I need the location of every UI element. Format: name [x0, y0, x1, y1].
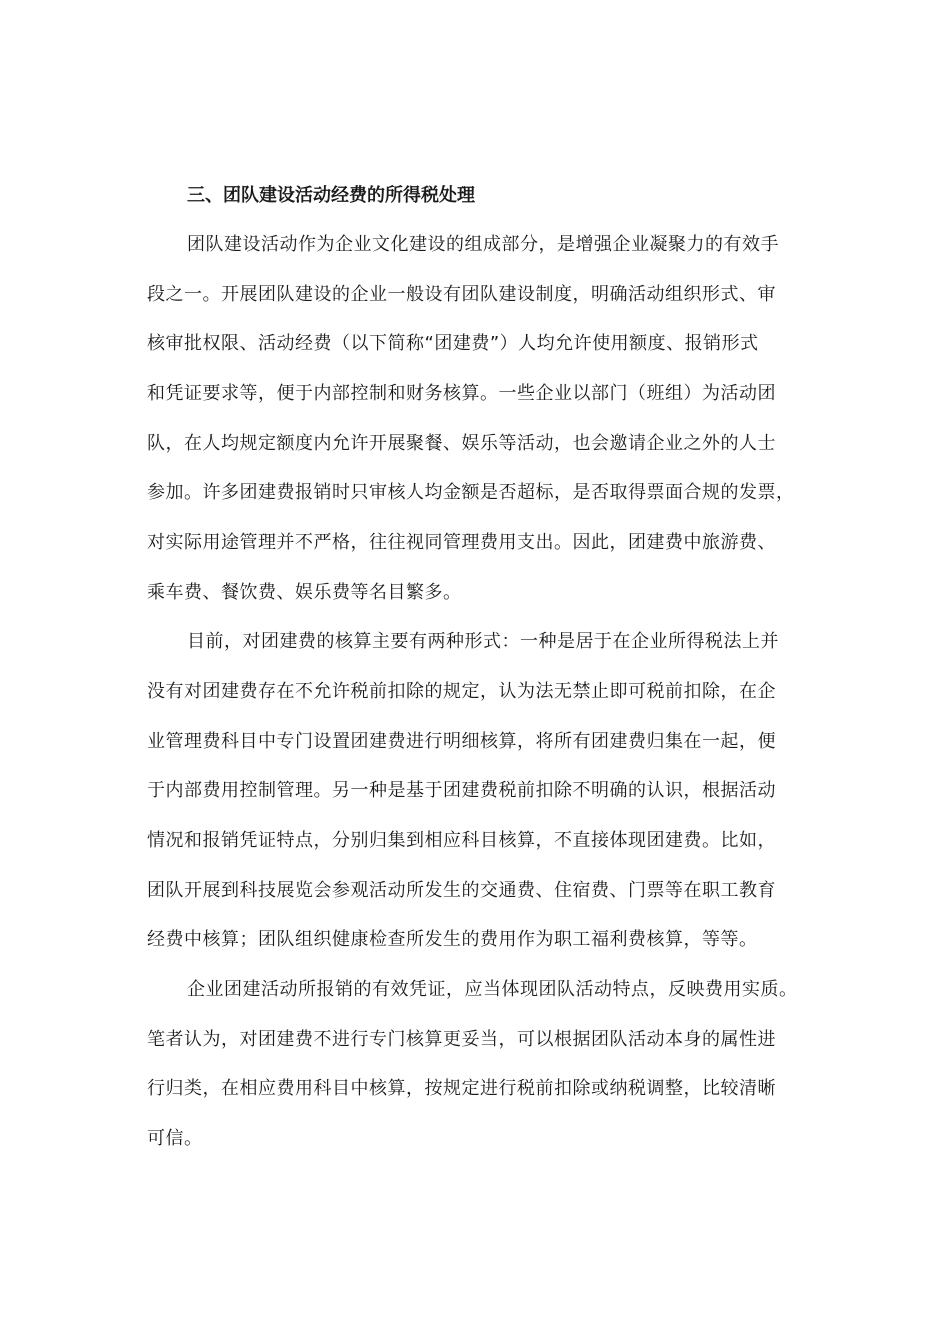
paragraph-1-line-5: 队，在人均规定额度内允许开展聚餐、娱乐等活动，也会邀请企业之外的人士: [147, 433, 776, 454]
paragraph-2-line-5: 情况和报销凭证特点，分别归集到相应科目核算，不直接体现团建费。比如，: [147, 830, 776, 851]
paragraph-1-line-3: 核审批权限、活动经费（以下简称“团建费”）人均允许使用额度、报销形式: [147, 333, 759, 354]
paragraph-2-line-4: 于内部费用控制管理。另一种是基于团建费税前扣除不明确的认识，根据活动: [147, 780, 776, 801]
paragraph-2-line-6: 团队开展到科技展览会参观活动所发生的交通费、住宿费、门票等在职工教育: [147, 880, 776, 901]
section-heading: 三、团队建设活动经费的所得税处理: [187, 185, 475, 206]
paragraph-3-line-1: 企业团建活动所报销的有效凭证，应当体现团队活动特点，反映费用实质。: [187, 979, 798, 1000]
paragraph-1-line-1: 团队建设活动作为企业文化建设的组成部分，是增强企业凝聚力的有效手: [187, 234, 779, 255]
paragraph-2-line-1: 目前，对团建费的核算主要有两种形式：一种是居于在企业所得税法上并: [187, 631, 779, 652]
paragraph-3-line-2: 笔者认为，对团建费不进行专门核算更妥当，可以根据团队活动本身的属性进: [147, 1029, 776, 1050]
paragraph-2-line-3: 业管理费科目中专门设置团建费进行明细核算，将所有团建费归集在一起，便: [147, 731, 776, 752]
paragraph-1-line-4: 和凭证要求等，便于内部控制和财务核算。一些企业以部门（班组）为活动团: [147, 383, 776, 404]
paragraph-2-line-7: 经费中核算；团队组织健康检查所发生的费用作为职工福利费核算，等等。: [147, 929, 758, 950]
paragraph-1-line-8: 乘车费、餐饮费、娱乐费等名目繁多。: [147, 582, 462, 603]
paragraph-1-line-2: 段之一。开展团队建设的企业一般设有团队建设制度，明确活动组织形式、审: [147, 284, 776, 305]
paragraph-3-line-4: 可信。: [147, 1128, 203, 1149]
paragraph-1-line-7: 对实际用途管理并不严格，往往视同管理费用支出。因此，团建费中旅游费、: [147, 532, 776, 553]
paragraph-3-line-3: 行归类，在相应费用科目中核算，按规定进行税前扣除或纳税调整，比较清晰: [147, 1078, 776, 1099]
paragraph-2-line-2: 没有对团建费存在不允许税前扣除的规定，认为法无禁止即可税前扣除，在企: [147, 681, 776, 702]
paragraph-1-line-6: 参加。许多团建费报销时只审核人均金额是否超标，是否取得票面合规的发票，: [147, 482, 795, 503]
